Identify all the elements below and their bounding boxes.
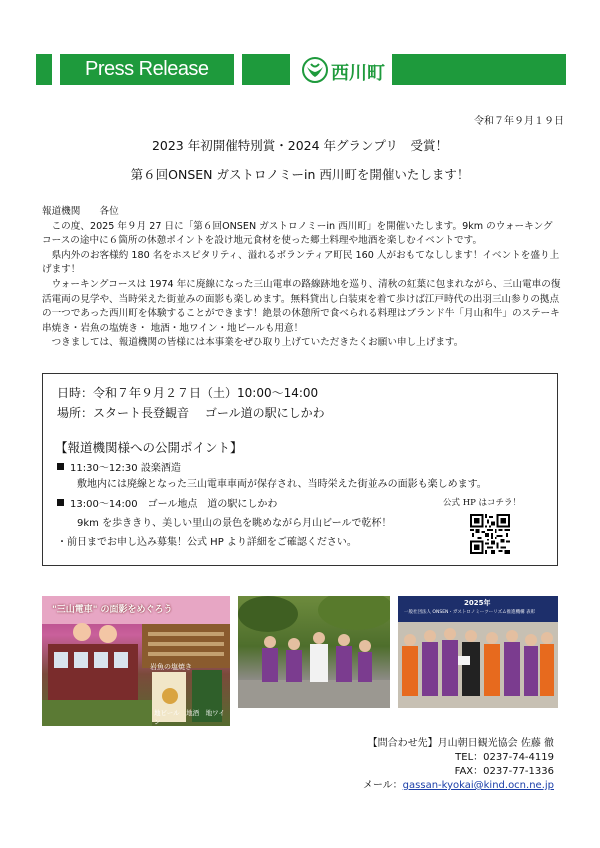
contact-mail-label: メール：: [362, 780, 403, 791]
contact-block: [363, 737, 554, 793]
town-logo: [298, 54, 388, 85]
bullet-square-icon: [57, 499, 64, 506]
event-place: 場所：スタート長登観音 ゴール道の駅にしかわ: [57, 406, 325, 420]
photo-mitsuyama-train: [42, 596, 230, 726]
contact-mail-link[interactable]: gassan-kyokai@kind.ocn.ne.jp: [402, 780, 554, 791]
event-info-box: [42, 373, 558, 566]
contact-tel: TEL：0237-74-4119: [455, 752, 554, 763]
point-1-heading-text: 11:30～12:30 設楽酒造: [70, 463, 181, 474]
point-2-text: 9km を歩ききり、美しい里山の景色を眺めながら月山ビールで乾杯！: [77, 518, 392, 529]
official-hp-label: 公式 HP はコチラ！: [443, 498, 522, 508]
body-text: [42, 205, 562, 351]
point-1-heading: [57, 459, 181, 474]
walkers-illustration: [238, 596, 390, 708]
body-paragraph-3: ウォーキングコースは 1974 年に廃線になった三山電車の路線跡地を巡り、清秋の紅葉に包まれながら、三山電車の復活電両の見学や、当時栄えた街並みの面影も楽しめます。無料貸出し白装束を着て歩けば江戸時代の出羽三山参りの拠点の一つであった西川町を体験することができます！絶景の休憩所で食べられる料理はブランド牛「月山和牛」のステーキ串焼き・岩魚の塩焼き・ 地酒・地ワイン・地ビールも用意！: [42, 278, 561, 334]
header-bar-right: [392, 54, 566, 85]
press-points-title: 【報道機関様への公開ポイント】: [55, 440, 243, 455]
point-2-heading: [57, 495, 277, 510]
bullet-square-icon: [57, 463, 64, 470]
photo1-caption-drinks: 地ビール 地酒 地ワイン: [154, 709, 225, 726]
photo-award-ceremony: [398, 596, 558, 708]
header-bar-mid: [242, 54, 290, 85]
registration-note: ・前日までお申し込み募集！公式 HP より詳細をご確認ください。: [57, 537, 357, 548]
town-name: 西川町: [331, 63, 385, 84]
photo1-caption-title: "三山電車" の面影をめぐろう: [52, 605, 173, 615]
award-banner-year: 2025年: [464, 599, 491, 607]
salutation: 報道機関 各位: [42, 206, 119, 217]
release-date: 令和７年９月１９日: [474, 116, 564, 127]
point-1-text: 敷地内には廃線となった三山電車車両が保存され、当時栄えた街並みの面影も楽しめます。: [77, 479, 487, 490]
contact-fax: FAX：0237-77-1336: [454, 766, 554, 777]
press-release-title: Press Release: [85, 58, 209, 80]
qr-code-icon[interactable]: [470, 514, 510, 554]
contact-mail-row: [363, 779, 554, 793]
point-2-heading-text: 13:00～14:00 ゴール地点 道の駅にしかわ: [70, 499, 278, 510]
body-paragraph-2: 県内外のお客様約 180 名をホスピタリティ、溢れるボランティア町民 160 人がおもてなしします！イベントを盛り上げます！: [42, 249, 560, 276]
award-banner-title: 一般社団法人 ONSEN・ガストロノミーツーリズム推進機構 表彰: [404, 610, 536, 615]
train-illustration: [42, 596, 230, 726]
photo1-caption-iwana: 岩魚の塩焼き: [150, 663, 192, 671]
body-paragraph-4: つきましては、報道機関の皆様には本事業をぜひ取り上げていただきたくお願い申し上げます。: [42, 337, 464, 349]
event-datetime: 日時：令和７年９月２７日（土）10:00～14:00: [57, 386, 319, 400]
headline-line2: 第６回ONSEN ガストロノミーin 西川町を開催いたします！: [130, 167, 470, 182]
photo-walkers: [238, 596, 390, 708]
header-bar-left: [36, 54, 52, 85]
header-bar-press: [60, 54, 234, 85]
body-paragraph-1: この度、2025 年９月 27 日に「第６回ONSEN ガストロノミーin 西川町」を開催いたします。9km のウォーキングコースの途中に６箇所の休憩ポイントを設け地元食材を使った郷土料理や地酒を楽しむイベントです。: [42, 220, 553, 247]
town-emblem-icon: [302, 57, 328, 83]
contact-org: 【問合わせ先】月山朝日観光協会 佐藤 徹: [367, 738, 554, 749]
headline-line1: 2023 年初開催特別賞・2024 年グランプリ 受賞！: [151, 138, 449, 153]
